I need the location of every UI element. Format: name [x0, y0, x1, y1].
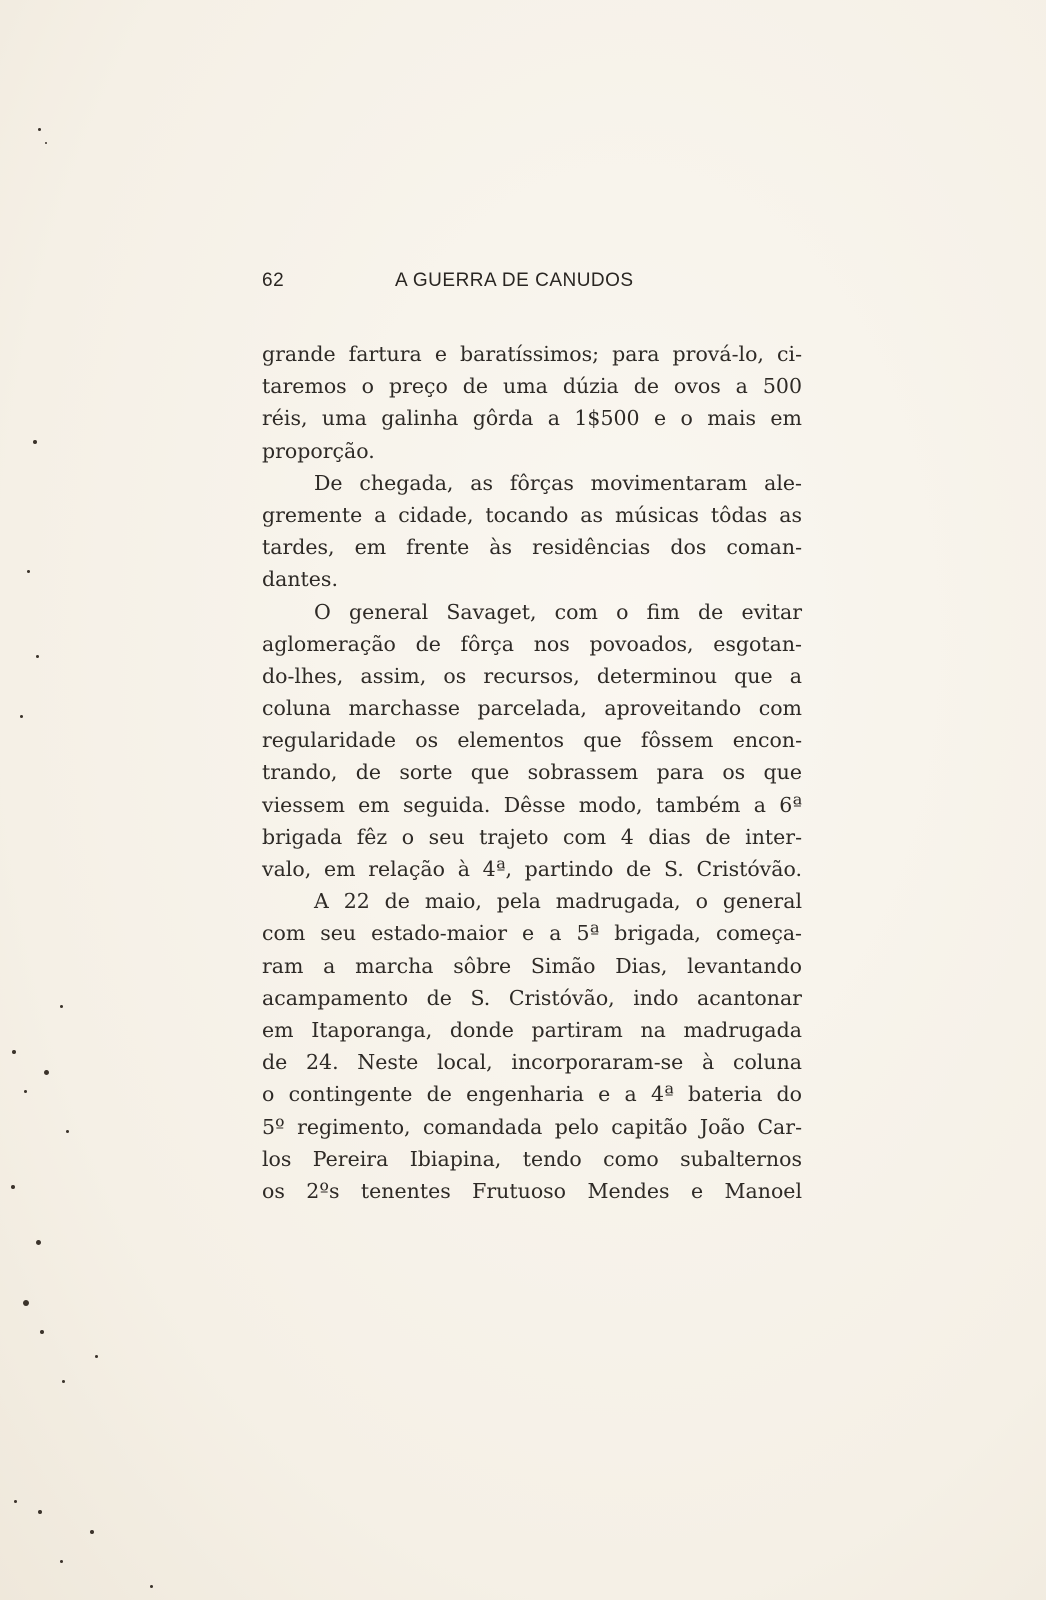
ink-speck [36, 1240, 41, 1245]
text-line: com seu estado-maior e a 5ª brigada, começa- [262, 921, 802, 946]
ink-speck [45, 142, 47, 144]
text-line: do-lhes, assim, os recursos, determinou que a [262, 663, 802, 688]
text-line: viessem em seguida. Dêsse modo, também a 6ª [262, 792, 802, 817]
text-line: tardes, em frente às residências dos coman- [262, 535, 802, 560]
ink-speck [24, 1090, 27, 1093]
ink-speck [38, 128, 41, 131]
text-line: valo, em relação à 4ª, partindo de S. Cristóvão. [262, 857, 802, 881]
ink-speck [36, 655, 39, 658]
ink-speck [66, 1130, 69, 1133]
text-line: o contingente de engenharia e a 4ª bateria do [262, 1082, 802, 1107]
text-line: O general Savaget, com o fim de evitar [314, 599, 802, 624]
page-number: 62 [262, 270, 285, 291]
ink-speck [40, 1330, 44, 1334]
text-line: De chegada, as fôrças movimentaram ale- [314, 470, 802, 495]
text-line: brigada fêz o seu trajeto com 4 dias de inter- [262, 824, 802, 849]
ink-speck [90, 1530, 94, 1534]
text-line: trando, de sorte que sobrassem para os que [262, 760, 802, 785]
ink-speck [60, 1560, 63, 1563]
text-line: regularidade os elementos que fôssem encon- [262, 728, 802, 753]
text-line: em Itaporanga, donde partiram na madrugada [262, 1017, 802, 1042]
text-line: 5º regimento, comandada pelo capitão João Car- [262, 1114, 802, 1139]
text-line: taremos o preço de uma dúzia de ovos a 500 [262, 374, 802, 399]
ink-speck [44, 1070, 49, 1075]
ink-speck [62, 1380, 65, 1383]
body-text [262, 338, 802, 1207]
ink-speck [27, 570, 30, 573]
text-line: proporção. [262, 438, 375, 463]
ink-speck [11, 1185, 15, 1189]
running-header [262, 270, 802, 300]
ink-speck [33, 440, 37, 444]
text-line: acampamento de S. Cristóvão, indo acantonar [262, 985, 802, 1010]
ink-speck [38, 1510, 42, 1514]
text-line: gremente a cidade, tocando as músicas tôdas as [262, 502, 802, 527]
text-line: réis, uma galinha gôrda a 1$500 e o mais em [262, 406, 802, 431]
text-line: grande fartura e baratíssimos; para prová-lo, ci- [262, 342, 802, 366]
ink-speck [23, 1300, 29, 1306]
running-title: A GUERRA DE CANUDOS [395, 270, 634, 291]
ink-speck [60, 1005, 63, 1008]
text-line: aglomeração de fôrça nos povoados, esgotan- [262, 631, 802, 656]
text-line: los Pereira Ibiapina, tendo como subalternos [262, 1146, 802, 1171]
text-line: A 22 de maio, pela madrugada, o general [314, 889, 802, 914]
ink-speck [14, 1500, 17, 1503]
ink-speck [95, 1355, 98, 1358]
ink-speck [150, 1585, 153, 1588]
ink-speck [20, 715, 23, 718]
ink-speck [12, 1050, 16, 1054]
text-line: de 24. Neste local, incorporaram-se à coluna [262, 1050, 802, 1075]
text-line: ram a marcha sôbre Simão Dias, levantando [262, 953, 802, 978]
text-line: dantes. [262, 567, 338, 592]
text-line: coluna marchasse parcelada, aproveitando com [262, 696, 802, 721]
text-line: os 2ºs tenentes Frutuoso Mendes e Manoel [262, 1178, 802, 1203]
